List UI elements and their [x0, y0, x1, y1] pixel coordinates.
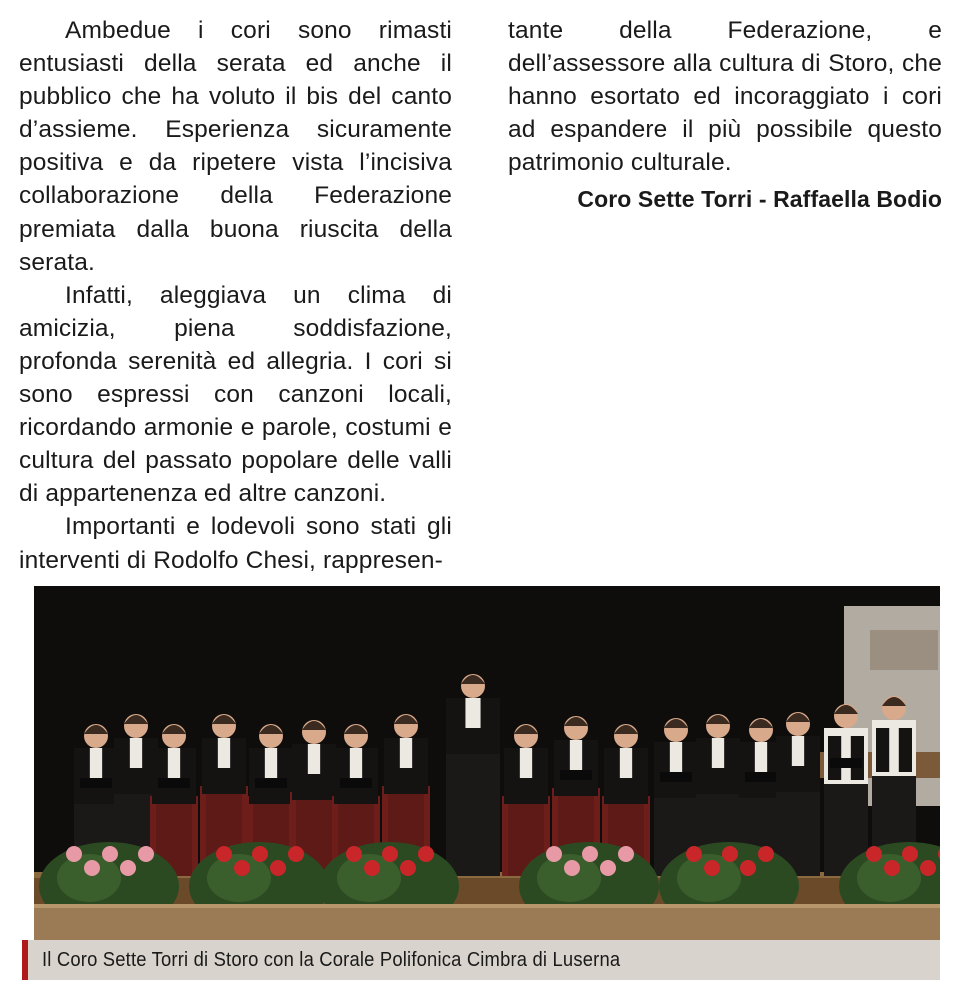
singer-collar	[840, 728, 852, 758]
flower	[84, 860, 100, 876]
article-paragraph: Importanti e lodevoli sono stati gli interventi di Rodolfo Chesi, rappresen-	[19, 513, 452, 574]
flower	[66, 846, 82, 862]
article-paragraph: Ambedue i cori sono rimasti entusiasti della serata ed anche il pubblico che ha voluto il bis del canto d’assieme. Esperienza sicuramente positiva e da ripetere vista l’incisiva collaborazione della Federazione premiata dalla buona riuscita della serata.	[19, 17, 452, 276]
article-paragraph: Infatti, aleggiava un clima di amicizia, piena soddisfazione, profonda serenità ed allegria. I cori si sono espressi con canzoni locali, ricordando armonie e parole, costumi e cultura del passato popolare delle valli di appartenenza ed altre canzoni.	[19, 281, 452, 508]
music-folder	[830, 758, 862, 768]
flower	[704, 860, 720, 876]
flower	[686, 846, 702, 862]
singer-legs	[446, 746, 500, 876]
singer-collar	[265, 748, 277, 778]
planter-rim	[34, 904, 940, 908]
flower	[618, 846, 634, 862]
singer-vest-left	[876, 728, 889, 772]
music-folder	[340, 778, 372, 788]
singer-collar	[792, 736, 804, 766]
flower	[234, 860, 250, 876]
flower	[346, 846, 362, 862]
choir-photo	[34, 586, 940, 940]
singer-collar	[520, 748, 532, 778]
music-folder	[745, 772, 777, 782]
flower	[902, 846, 918, 862]
choir-photo-illustration	[34, 586, 940, 940]
flower	[138, 846, 154, 862]
singer-collar	[712, 738, 724, 768]
flower	[216, 846, 232, 862]
flower	[884, 860, 900, 876]
flower	[382, 846, 398, 862]
singer-collar	[570, 740, 582, 770]
flower	[600, 860, 616, 876]
singer-collar	[400, 738, 412, 768]
music-folder	[80, 778, 112, 788]
flower	[288, 846, 304, 862]
singer-vest-right	[899, 728, 912, 772]
flower	[546, 846, 562, 862]
singer-collar	[90, 748, 102, 778]
article-column-left	[19, 14, 452, 577]
wall-poster	[870, 630, 938, 670]
flower	[270, 860, 286, 876]
singer-collar	[350, 748, 362, 778]
singer-collar	[168, 748, 180, 778]
flower	[102, 846, 118, 862]
photo-caption: Il Coro Sette Torri di Storo con la Corale Polifonica Cimbra di Luserna	[42, 948, 621, 971]
singer-collar	[888, 720, 900, 750]
flower	[722, 846, 738, 862]
music-folder	[158, 778, 190, 788]
article-paragraph: tante della Federazione, e dell’assessore alla cultura di Storo, che hanno esortato ed incoraggiato i cori ad espandere il più possibile questo patrimonio culturale.	[508, 17, 942, 177]
flower	[866, 846, 882, 862]
flower	[418, 846, 434, 862]
singer-collar	[755, 742, 767, 772]
flower	[582, 846, 598, 862]
article-signature: Coro Sette Torri - Raffaella Bodio	[577, 186, 942, 213]
flower	[740, 860, 756, 876]
music-folder	[660, 772, 692, 782]
flower	[564, 860, 580, 876]
flower	[758, 846, 774, 862]
flower	[920, 860, 936, 876]
singer-collar	[218, 738, 230, 768]
singer-collar	[670, 742, 682, 772]
photo-caption-bar	[22, 940, 940, 980]
caption-accent-mark	[22, 940, 28, 980]
singer-collar	[620, 748, 632, 778]
flower	[364, 860, 380, 876]
singer-collar	[465, 698, 480, 728]
singer-collar	[308, 744, 320, 774]
singer-collar	[130, 738, 142, 768]
flower	[120, 860, 136, 876]
music-folder	[255, 778, 287, 788]
article-column-right	[508, 14, 942, 217]
planter-box	[34, 904, 940, 940]
flower	[252, 846, 268, 862]
music-folder	[560, 770, 592, 780]
flower	[400, 860, 416, 876]
